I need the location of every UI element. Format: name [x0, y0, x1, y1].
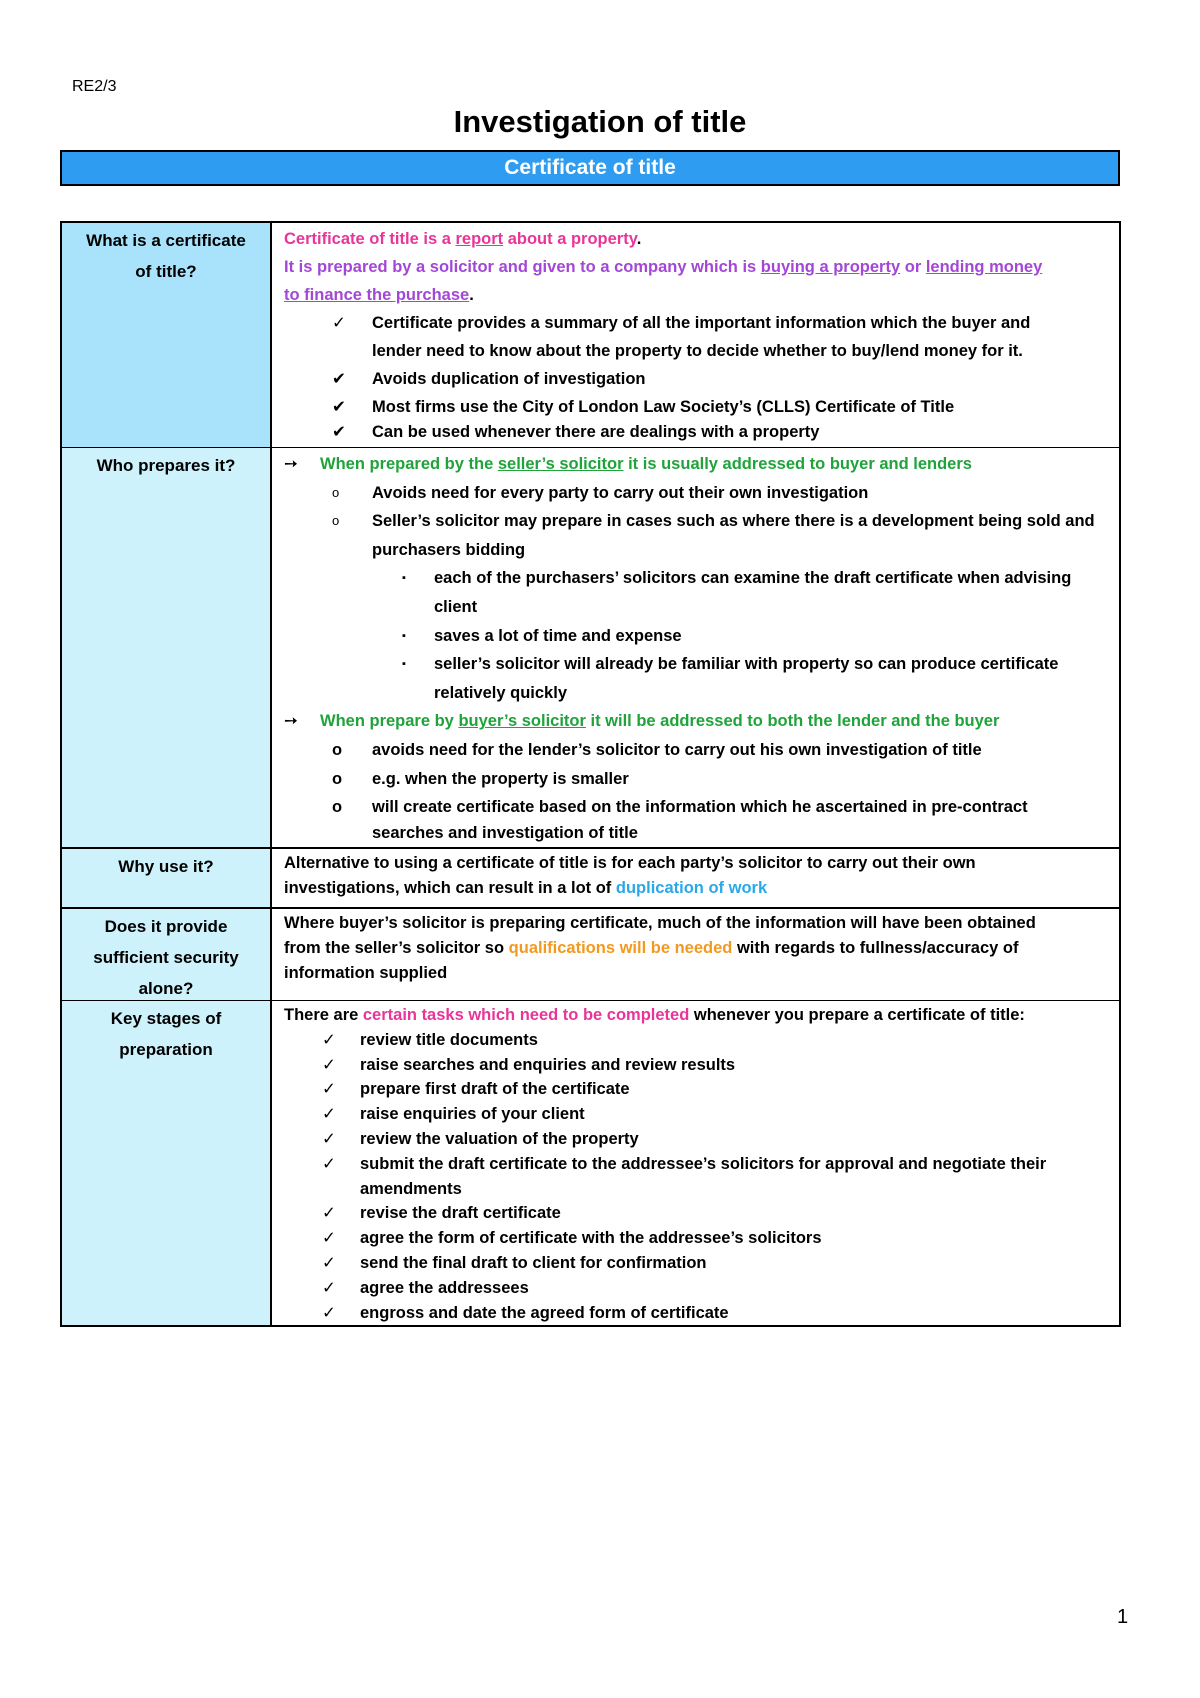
question-text: alone? [138, 979, 194, 998]
bullet-item: o Seller’s solicitor may prepare in cases such as where there is a development being sold and [284, 507, 1109, 536]
circle-bullet-icon: o [332, 484, 340, 500]
sub-bullet-item: ▪ saves a lot of time and expense [284, 622, 1109, 651]
question-cell [62, 448, 272, 847]
question-text: Does it provide [104, 917, 228, 936]
square-bullet-icon: ▪ [402, 629, 406, 642]
sub-bullet-item-continued: relatively quickly [434, 683, 567, 702]
question-text: sufficient security [93, 948, 239, 967]
checkmark-icon: ✓ [322, 1303, 336, 1322]
question-cell [62, 1001, 272, 1325]
row-why-use [62, 847, 1119, 907]
sub-bullet-item-continued: client [434, 597, 478, 616]
question-text: of title? [135, 262, 197, 281]
stage-item: ✓ review title documents [284, 1028, 1109, 1053]
circle-bullet-icon: o [332, 798, 343, 817]
definition-line: Certificate of title is a report about a property. [284, 230, 642, 248]
arrow-icon: ➙ [284, 455, 298, 473]
answer-cell [272, 909, 1119, 1000]
answer-line: investigations, which can result in a lot of duplication of work [284, 879, 768, 897]
bullet-item-continued: searches and investigation of title [372, 823, 638, 842]
checkmark-icon: ✓ [322, 1253, 336, 1272]
definition-line: It is prepared by a solicitor and given to a company which is buying a property or lending money [284, 258, 1043, 276]
checkmark-icon: ✓ [322, 1030, 336, 1049]
checkmark-icon: ✓ [322, 1080, 336, 1099]
question-cell [62, 223, 272, 447]
stage-item: ✓ agree the form of certificate with the addressee’s solicitors [284, 1226, 1109, 1251]
circle-bullet-icon: o [332, 740, 343, 759]
checkmark-icon: ✓ [322, 1105, 336, 1124]
document-reference: RE2/3 [72, 78, 117, 95]
sub-bullet-item: ▪ each of the purchasers’ solicitors can examine the draft certificate when advising [284, 564, 1109, 593]
circle-bullet-icon: o [332, 769, 343, 788]
section-banner: Certificate of title [60, 150, 1120, 186]
stage-item: ✓ prepare first draft of the certificate [284, 1077, 1109, 1102]
stage-item: ✓ agree the addressees [284, 1276, 1109, 1301]
bullet-item-continued: purchasers bidding [372, 540, 526, 559]
check-item: ✓ Certificate provides a summary of all the important information which the buyer and [284, 309, 1109, 337]
page-number: 1 [1117, 1606, 1129, 1628]
stage-item: ✓ submit the draft certificate to the addressee’s solicitors for approval and negotiate their [284, 1152, 1109, 1177]
checkmark-icon: ✓ [322, 1278, 336, 1297]
stage-item: ✓ revise the draft certificate [284, 1201, 1109, 1226]
question-text: What is a certificate [86, 231, 246, 250]
check-item-continued: lender need to know about the property to decide whether to buy/lend money for it. [372, 342, 1023, 360]
answer-cell [272, 1001, 1119, 1325]
definition-line: to finance the purchase. [284, 286, 474, 304]
checkmark-icon: ✓ [332, 314, 346, 332]
checkmark-icon: ✓ [322, 1229, 336, 1248]
stage-item: ✓ send the final draft to client for confirmation [284, 1251, 1109, 1276]
bullet-item: o Avoids need for every party to carry out their own investigation [284, 479, 1109, 508]
checkmark-icon: ✓ [322, 1129, 336, 1148]
row-who-prepares [62, 447, 1119, 847]
stage-item: ✓ engross and date the agreed form of certificate [284, 1301, 1109, 1326]
question-cell [62, 849, 272, 907]
circle-bullet-icon: o [332, 513, 340, 529]
check-item: ✔ Most firms use the City of London Law Society’s (CLLS) Certificate of Title [284, 393, 1109, 421]
heavy-checkmark-icon: ✔ [332, 370, 346, 388]
answer-line: information supplied [284, 964, 448, 982]
answer-line: Where buyer’s solicitor is preparing certificate, much of the information will have been obtained [284, 914, 1036, 932]
square-bullet-icon: ▪ [402, 658, 406, 671]
answer-cell [272, 448, 1119, 847]
row-sufficient-security [62, 907, 1119, 1000]
answer-line: from the seller’s solicitor so qualifications will be needed with regards to fullness/accuracy of [284, 939, 1019, 957]
checkmark-icon: ✓ [322, 1204, 336, 1223]
stage-item-continued: amendments [360, 1179, 462, 1198]
question-cell [62, 909, 272, 1000]
sub-bullet-item: ▪ seller’s solicitor will already be familiar with property so can produce certificate [284, 650, 1109, 679]
square-bullet-icon: ▪ [402, 572, 406, 585]
bullet-item: o avoids need for the lender’s solicitor to carry out his own investigation of title [284, 736, 1109, 765]
question-text: preparation [119, 1040, 213, 1059]
arrow-heading: ➙ When prepared by the seller’s solicitor it is usually addressed to buyer and lenders [284, 450, 1109, 479]
bullet-item: o e.g. when the property is smaller [284, 765, 1109, 794]
answer-cell [272, 223, 1119, 447]
check-item: ✔ Avoids duplication of investigation [284, 365, 1109, 393]
stage-item: ✓ raise enquiries of your client [284, 1102, 1109, 1127]
question-text: Why use it? [118, 857, 214, 876]
page-title: Investigation of title [453, 104, 747, 139]
answer-line: Alternative to using a certificate of title is for each party’s solicitor to carry out their own [284, 854, 976, 872]
question-text: Key stages of [110, 1009, 222, 1028]
arrow-icon: ➙ [284, 712, 298, 731]
row-what-is [62, 223, 1119, 447]
heavy-checkmark-icon: ✔ [332, 423, 346, 441]
heavy-checkmark-icon: ✔ [332, 398, 346, 416]
row-key-stages [62, 1000, 1119, 1325]
checkmark-icon: ✓ [322, 1154, 336, 1173]
arrow-heading: ➙ When prepare by buyer’s solicitor it will be addressed to both the lender and the buyer [284, 707, 1109, 736]
bullet-item: o will create certificate based on the information which he ascertained in pre-contract [284, 793, 1109, 822]
answer-intro: There are certain tasks which need to be completed whenever you prepare a certificate of title: [284, 1006, 1025, 1024]
checkmark-icon: ✓ [322, 1055, 336, 1074]
stage-item: ✓ review the valuation of the property [284, 1127, 1109, 1152]
question-text: Who prepares it? [96, 456, 236, 475]
check-item: ✔ Can be used whenever there are dealings with a property [332, 423, 820, 441]
answer-cell [272, 849, 1119, 907]
certificate-table [60, 221, 1121, 1327]
stage-item: ✓ raise searches and enquiries and review results [284, 1053, 1109, 1078]
